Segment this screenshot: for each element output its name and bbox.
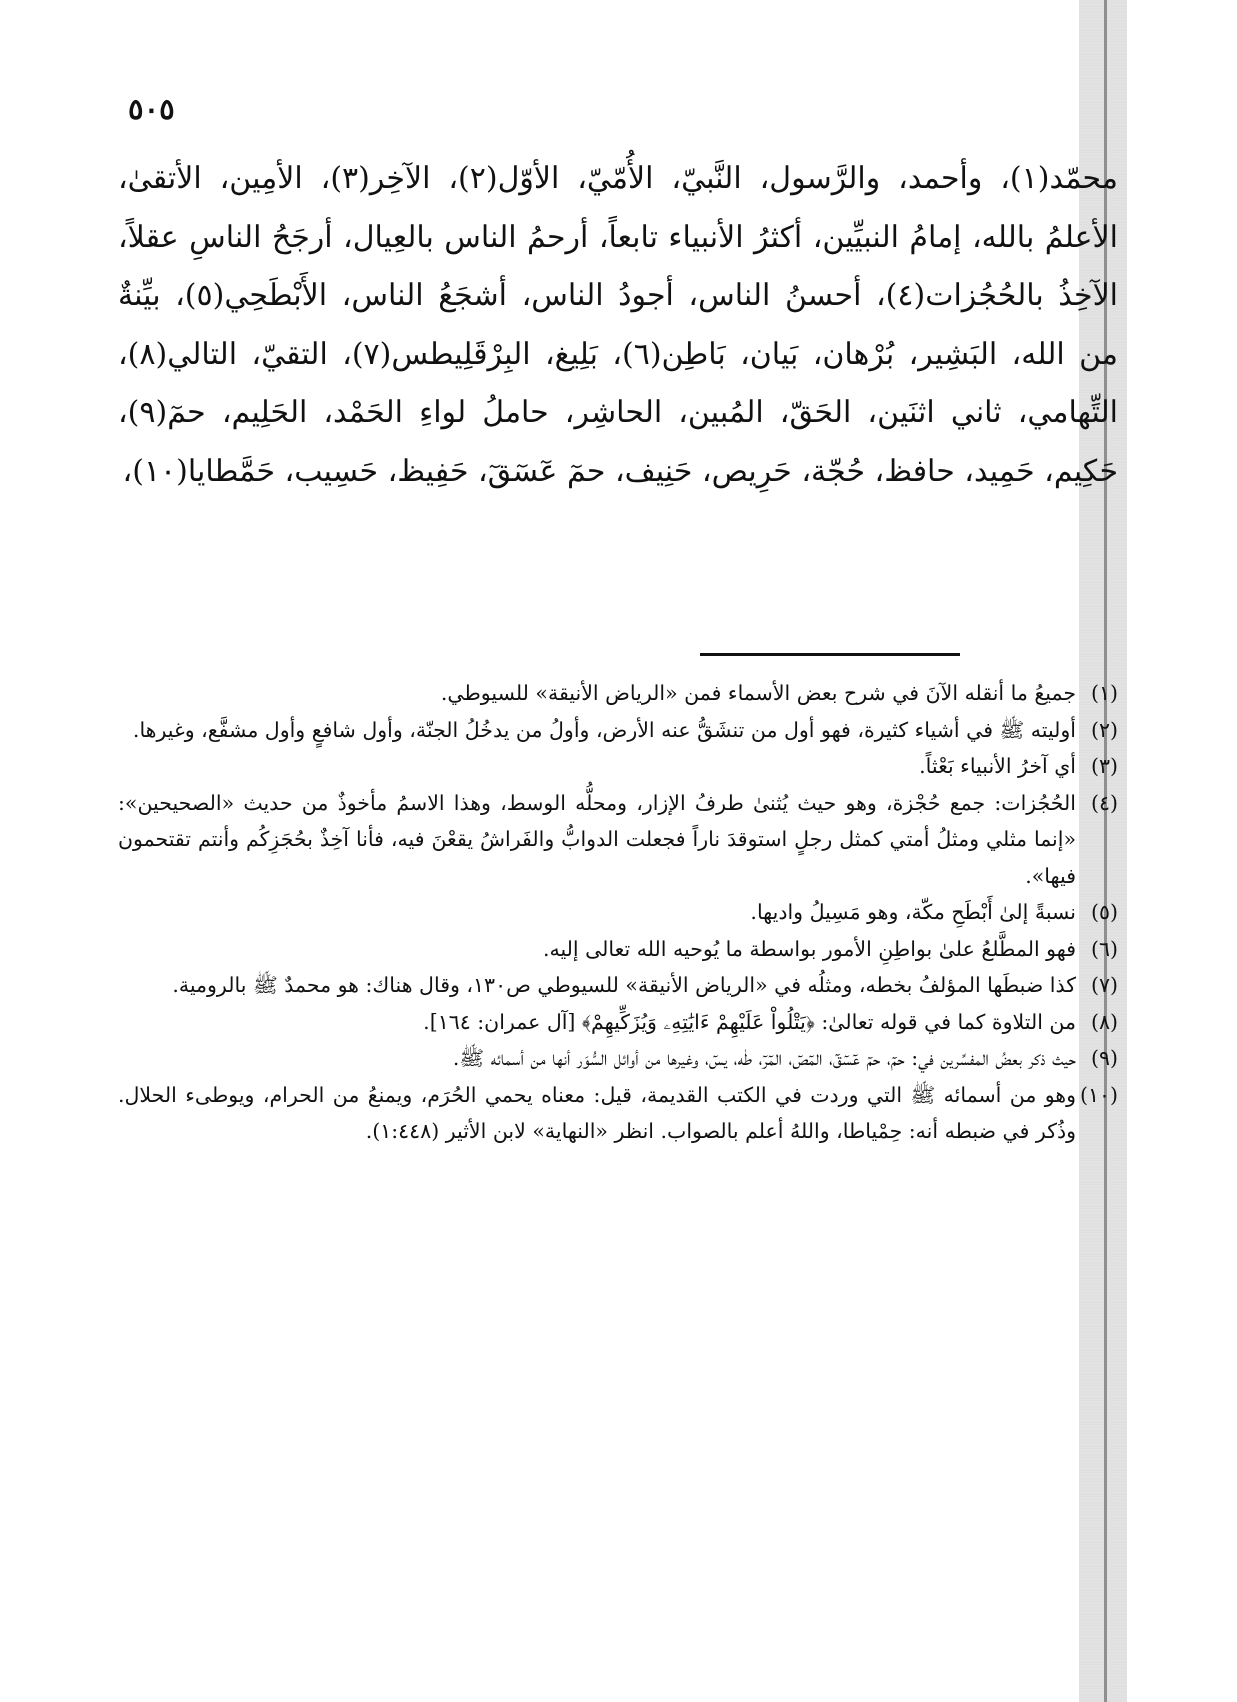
footnote-8 (118, 1004, 1118, 1041)
footnote-text: فهو المطَّلعُ علىٰ بواطِنِ الأمور بواسطة ما يُوحيه الله تعالى إليه. (542, 936, 1076, 961)
footnote-text: كذا ضبطَها المؤلفُ بخطه، ومثلُه في «الرياض الأنيقة» للسيوطي ص١٣٠، وقال هناك: هو محمدٌ ﷺ بالرومية. (172, 973, 1076, 997)
footnote-number: (٤) (1090, 790, 1118, 815)
footnote-3 (118, 748, 1118, 785)
footnote-number: (١) (1090, 681, 1118, 705)
footnote-number: (٣) (1090, 754, 1118, 778)
footnote-6 (118, 931, 1118, 968)
footnote-1 (118, 675, 1118, 712)
footnote-4 (118, 785, 1118, 895)
footnote-number: (٩) (1090, 1046, 1118, 1070)
footnote-7 (118, 967, 1118, 1004)
footnote-text: وهو من أسمائه ﷺ التي وردت في الكتب القديمة، قيل: معناه يحمي الحُرَم، ويمنعُ من الحرام، ويوطىء الحلال. وذُكر في ضبطه أنه: حِمْياطا، واللهُ أعلم بالصواب. انظر «النهاية» لابن الأثير (١:٤٤٨). (118, 1082, 1076, 1143)
footnote-5 (118, 894, 1118, 931)
footnote-number: (١٠) (1079, 1082, 1118, 1107)
footnote-text: من التلاوة كما في قوله تعالىٰ: ﴿يَتْلُواْ عَلَيْهِمْ ءَايَٰتِهِۦ وَيُزَكِّيهِمْ﴾ [آل عمران: ١٦٤]. (423, 1009, 1076, 1034)
footnote-text: جميعُ ما أنقله الآنَ في شرح بعض الأسماء فمن «الرياض الأنيقة» للسيوطي. (440, 681, 1076, 705)
footnote-number: (٦) (1090, 936, 1118, 961)
footnote-9 (118, 1040, 1118, 1077)
footnote-number: (٧) (1090, 973, 1118, 997)
footnote-number: (٥) (1090, 900, 1118, 924)
footnote-number: (٢) (1090, 717, 1118, 742)
footnote-text: الحُجُزات: جمع حُجْزة، وهو حيث يُثنىٰ طرفُ الإزار، ومحلُّه الوسط، وهذا الاسمُ مأخوذٌ من حديث «الصحيحين»: «إنما مثلي ومثلُ أمتي كمثل رجلٍ استوقدَ ناراً فجعلت الدوابُّ والفَراشُ يقعْنَ فيه، فأنا آخِذٌ بحُجَزِكُم وأنتم تقتحمون فيها». (118, 790, 1076, 888)
footnotes (118, 675, 1118, 1150)
page-number: ٥٠٥ (128, 92, 175, 126)
footnote-text: حيث ذكر بعضُ المفسِّرين في: حمٓ، حمٓ عٓسٓقٓ، المٓصٓ، المٓرٓ، طٰه، يسٓ، وغيرها من أوائل السُّوَر أنها من أسمائه ﷺ. (452, 1046, 1076, 1070)
main-body-text: محمّد(١)، وأحمد، والرَّسول، النَّبيّ، الأُمّيّ، الأوّل(٢)، الآخِر(٣)، الأمِين، الأتقىٰ، الأعلمُ بالله، إمامُ النبيِّين، أكثرُ الأنبياء تابعاً، أرحمُ الناس بالعِيال، أرجَحُ الناسِ عقلاً، الآخِذُ بالحُجُزات(٤)، أحسنُ الناس، أجودُ الناس، أشجَعُ الناس، الأَبْطَحِي(٥)، بيِّنةٌ من الله، البَشِير، بُرْهان، بَيان، بَاطِن(٦)، بَلِيغ، البِرْقَلِيطس(٧)، التقيّ، التالي(٨)، التِّهامي، ثاني اثنَين، الحَقّ، المُبين، الحاشِر، حاملُ لواءِ الحَمْد، الحَلِيم، حمٓ(٩)، حَكِيم، حَمِيد، حافظ، حُجّة، حَرِيص، حَنِيف، حمٓ عٓسٓقٓ، حَفِيظ، حَسِيب، حَمَّطايا(١٠)، (118, 161, 1119, 489)
footnote-2 (118, 712, 1118, 749)
footnote-divider (700, 653, 960, 656)
footnote-text: أوليته ﷺ في أشياء كثيرة، فهو أول من تنشَقُّ عنه الأرض، وأولُ من يدخُلُ الجنّة، وأول شافعٍ وأول مشفَّع، وغيرها. (132, 717, 1076, 742)
footnote-10 (118, 1077, 1118, 1150)
footnote-text: نسبةً إلىٰ أَبْطَحِ مكّة، وهو مَسِيلُ واديها. (750, 900, 1076, 924)
footnote-number: (٨) (1090, 1009, 1118, 1034)
footnote-text: أي آخرُ الأنبياء بَعْثاً. (919, 754, 1076, 778)
